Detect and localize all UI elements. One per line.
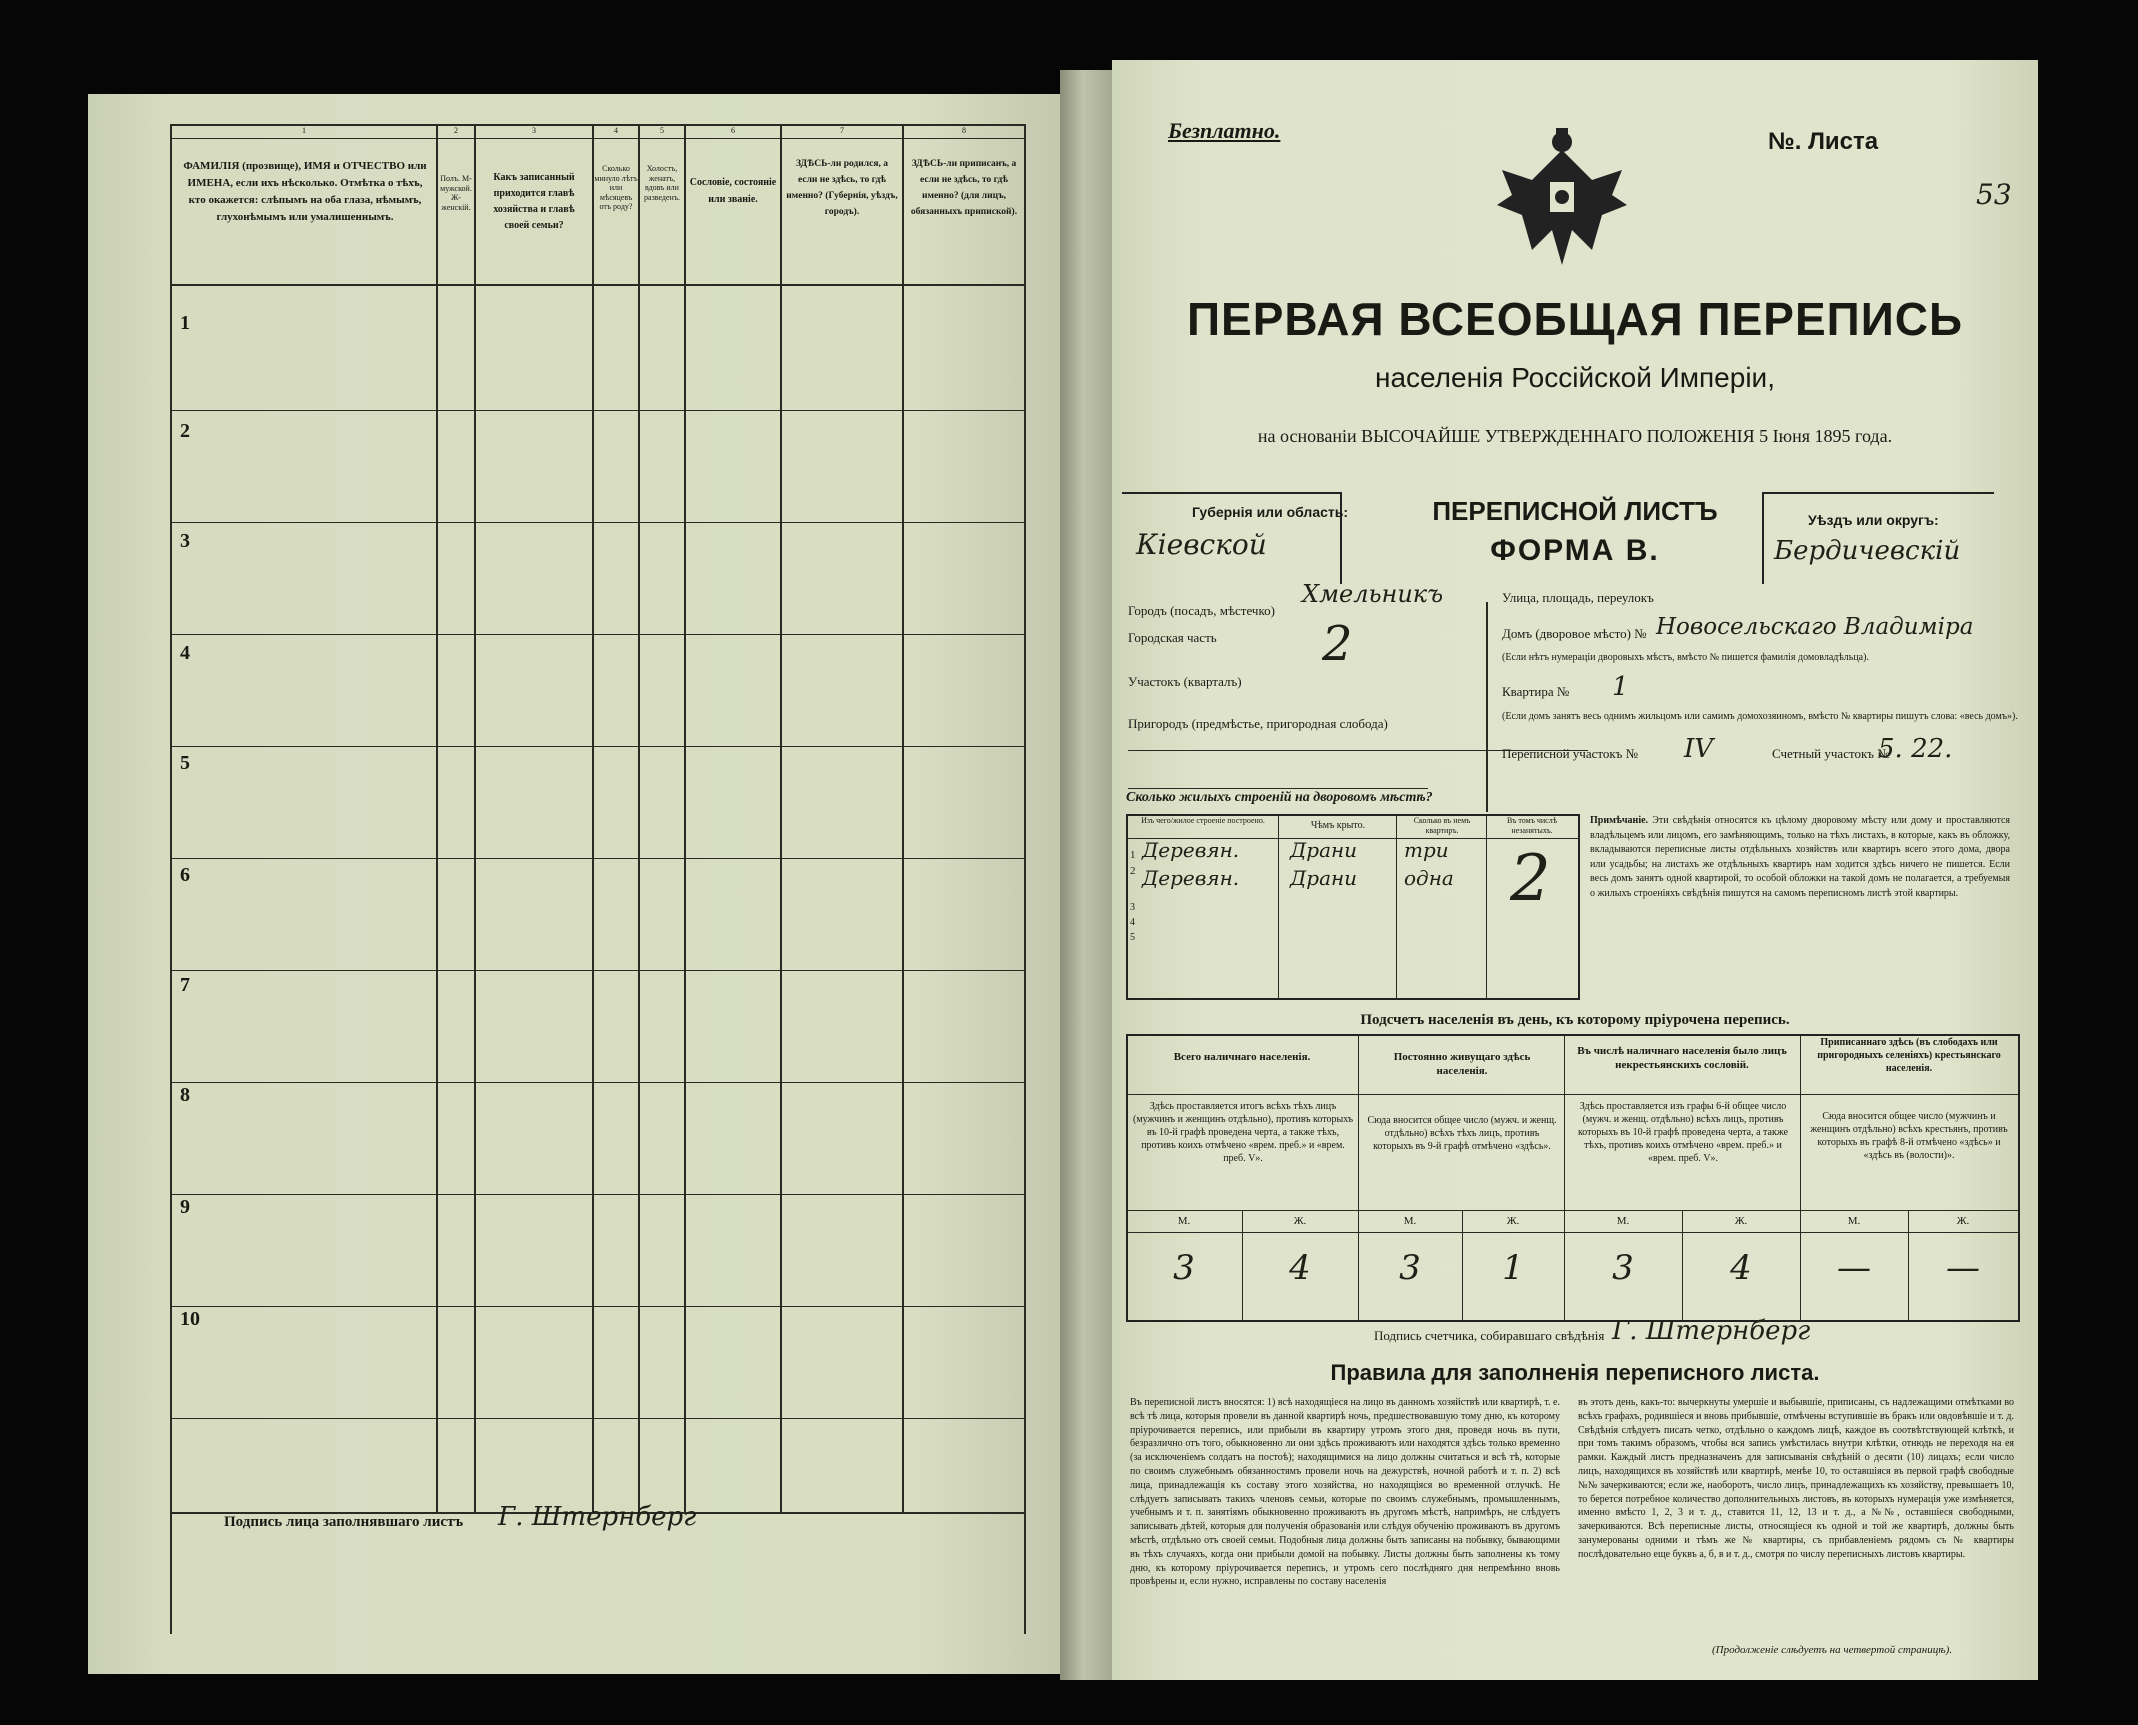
note-title: Примѣчаніе. [1590, 815, 1649, 826]
col-header-relation: Какъ записанный приходится главѣ хозяйства и главѣ своей семьи? [493, 172, 575, 231]
row-number-5: 5 [180, 752, 190, 774]
count-area-label: Счетный участокъ № [1772, 746, 1890, 761]
col-header-estate: Сословіе, состояніе или званіе. [689, 177, 777, 205]
signature: Г. Штернберг [498, 1502, 697, 1532]
gubernia-label: Губернія или область: [1192, 504, 1349, 520]
flat-label: Квартира № [1502, 684, 1570, 699]
uezd-label: Уѣздъ или округъ: [1808, 512, 1939, 528]
count-value-total-m: 3 [1173, 1248, 1195, 1288]
count-header-total: Всего наличнаго населенія. [1173, 1051, 1311, 1063]
census-area-value: IV [1684, 734, 1714, 764]
counter-signature-label: Подпись счетчика, собиравшаго свѣдѣнія [1374, 1328, 1605, 1343]
signature-label: Подпись лица заполнявшаго листъ [224, 1514, 464, 1530]
book-spine [1060, 70, 1118, 1680]
bld-row-1-roof: Драни [1290, 838, 1358, 862]
count-value-nonpeasant-f: 4 [1730, 1248, 1752, 1288]
note-block [1590, 814, 2010, 901]
city-part-value: 2 [1322, 616, 1353, 672]
gubernia-value: Кіевской [1136, 528, 1267, 561]
count-header-peasant: Приписаннаго здѣсь (въ слободахъ или пригородныхъ селеніяхъ) крестьянскаго населенія. [1817, 1037, 2001, 1074]
count-header-permanent: Постоянно живущаго здѣсь населенія. [1393, 1051, 1531, 1078]
uezd-value: Бердичевскій [1774, 536, 1961, 566]
count-mf-8: Ж. [1956, 1215, 1970, 1227]
rules-continuation: (Продолженіе слѣдуетъ на четвертой страницѣ). [1712, 1644, 1952, 1656]
rules-column-2: въ этотъ день, какъ-то: вычеркнуты умершіе и выбывшіе, приписаны, съ надлежащими отмѣтками во всѣхъ графахъ, родившіеся и вновь прибывшіе, отмѣчены вступившіе въ бракъ или овдовѣвшіе и т. д. Свѣдѣнія слѣдуетъ писать четко, отдѣльно о каждомъ лицѣ, каждое въ соотвѣтствующей клѣткѣ, и при томъ такимъ образомъ, чтобы вся запись умѣстилась внутри клѣтки, отнюдь не переходя на ея рамки. Каждый листъ предназначенъ для записыванія свѣдѣній о десяти (10) лицахъ; если число лицъ, находящихся въ хозяйствѣ или квартирѣ, менѣе 10, то оставшіяся въ первой графѣ свободные №№ зачеркиваются; если же, наоборотъ, число лицъ, принадлежащихъ къ хозяйству, превышаетъ 10, то берется потребное количество дополнительныхъ листовъ, въ которыхъ нумерація уже измѣняется, именно вмѣсто 1, 2, 3 и т. д., ставится 11, 12, 13 и т. д., а №№, оставшіеся свободными, зачеркиваются. Всѣ переписные листы, относящіеся къ одной и той же квартирѣ, должны быть занумерованы одними и тѣмъ же № квартиры, съ прибавленіемъ рядомъ съ № квартиры послѣдовательно еще буквъ а, б, в и т. д., смотря по числу переписныхъ листовъ квартиры. [1578, 1397, 2014, 1560]
col-number-2: 2 [454, 126, 458, 135]
bld-header-roof: Чѣмъ крыто. [1310, 820, 1366, 831]
census-title: ПЕРВАЯ ВСЕОБЩАЯ ПЕРЕПИСЬ [1186, 293, 1964, 345]
bld-row-1-flats: три [1404, 838, 1449, 862]
col-number-8: 8 [962, 126, 966, 135]
row-number-1: 1 [180, 312, 190, 334]
count-value-nonpeasant-m: 3 [1612, 1248, 1634, 1288]
col-number-7: 7 [840, 126, 844, 135]
count-desc-permanent: Сюда вносится общее число (мужч. и женщ. отдѣльно) всѣхъ тѣхъ лицъ, противъ которыхъ въ 9-й графѣ отмѣчено «здѣсь». [1367, 1115, 1557, 1152]
bld-row-number: 1 [1130, 849, 1136, 861]
col-header-sex: Полъ. М-мужской. Ж-женскій. [440, 174, 472, 212]
eagle-emblem-icon [1492, 120, 1632, 270]
bld-row-number: 2 [1130, 865, 1136, 877]
count-header-nonpeasant: Въ числѣ наличнаго населенія было лицъ некрестьянскихъ сословій. [1577, 1045, 1787, 1072]
counter-signature: Г. Штернберг [1612, 1316, 1811, 1346]
row-number-7: 7 [180, 974, 190, 996]
row-number-9: 9 [180, 1196, 190, 1218]
bld-row-2-roof: Драни [1290, 866, 1358, 890]
count-value-peasant-f: — [1946, 1248, 1980, 1288]
row-number-2: 2 [180, 420, 190, 442]
rules-title: Правила для заполненія переписного листа. [1330, 1360, 1820, 1385]
free-label: Безплатно. [1168, 118, 1281, 143]
rules-column-1: Въ переписной листъ вносятся: 1) всѣ находящіеся на лицо въ данномъ хозяйствѣ или квартирѣ, т. е. всѣ тѣ лица, которыя провели въ данной квартирѣ ночь, предшествовавшую тому дню, къ которому пріурочивается перепись, или прибыли въ квартиру утромъ этого дня, проведя ночь въ пути, безразлично отъ того, обыкновенно ли они здѣсь проживаютъ или находятся здѣсь только временно (за исключеніемъ солдатъ на постоѣ); находящимися на лицо должны считаться и всѣ тѣ, которые по своимъ служебнымъ обязанностямъ провели ночь на дежурствѣ, ночной работѣ и т. п. 2) всѣ лица, принадлежащія къ составу этого хозяйства, но находящіяся во временной отлучкѣ. Не слѣдуетъ записывать такихъ членовъ семьи, которые по своимъ служебнымъ, промышленнымъ, учебнымъ и т. п. занятіямъ обыкновенно проживаютъ въ другомъ мѣстѣ, напримѣръ, не слѣдуетъ записывать дѣтей, которыя для полученія образованія или слѣдуя обученію проживаютъ въ другомъ мѣстѣ, отдѣльно отъ своей семьи. Подобныя лица должны быть записаны на побывку, бывающими въ тѣхъ случаяхъ, когда они прибыли домой на побывку. Листы должны быть заполнены къ тому дню, къ которому пріурочивается перепись, и утромъ сего послѣдняго дня непремѣнно вновь провѣрены и, если нужно, исправлены по составу населенія [1130, 1397, 1560, 1588]
buildings-question: Сколько жилыхъ строеній на дворовомъ мѣстѣ? [1126, 790, 1433, 805]
census-basis: на основаніи ВЫСОЧАЙШЕ УТВЕРЖДЕННАГО ПОЛОЖЕНІЯ 5 Іюня 1895 года. [1257, 426, 1893, 446]
count-title: Подсчетъ населенія въ день, къ которому пріурочена перепись. [1360, 1012, 1790, 1028]
col-header-birthplace: ЗДѢСЬ-ли родился, а если не здѣсь, то гдѣ именно? (Губернія, уѣздъ, городъ). [786, 159, 898, 218]
city-part-label: Городская часть [1128, 630, 1217, 645]
count-desc-total: Здѣсь проставляется итогъ всѣхъ тѣхъ лицъ (мужчинъ и женщинъ отдѣльно), противъ которыхъ въ 10-й графѣ проведена черта, а также тѣхъ, противъ коихъ отмѣчено «врем. преб.» и «врем. преб. V». [1133, 1101, 1353, 1164]
row-number-10: 10 [180, 1308, 200, 1330]
col-number-4: 4 [614, 126, 618, 135]
bld-row-number: 5 [1130, 932, 1135, 943]
form-subtitle: ФОРМА В. [1490, 534, 1660, 567]
col-header-age: Сколько минуло лѣтъ или мѣсяцевъ отъ роду? [594, 164, 638, 212]
house-note: (Если нѣтъ нумераціи дворовыхъ мѣстъ, вмѣсто № пишется фамилія домовладѣльца). [1502, 652, 1869, 663]
count-mf-2: Ж. [1293, 1215, 1307, 1227]
count-value-permanent-m: 3 [1399, 1248, 1421, 1288]
left-page [88, 94, 1060, 1674]
count-mf-1: М. [1177, 1215, 1191, 1227]
col-header-marital: Холостъ, женатъ, вдовъ или разведенъ. [644, 164, 680, 202]
count-mf-6: Ж. [1734, 1215, 1748, 1227]
bld-header-material: Изъ чего/жилое строеніе построено. [1141, 816, 1265, 825]
bld-row-number: 3 [1130, 902, 1135, 913]
row-number-8: 8 [180, 1084, 190, 1106]
count-mf-3: М. [1403, 1215, 1417, 1227]
flat-note: (Если домъ занятъ весь однимъ жильцомъ или самимъ домохозяиномъ, вмѣсто № квартиры пишутъ слова: «весь домъ»). [1502, 711, 2018, 722]
flat-value: 1 [1612, 672, 1629, 702]
house-value: Новосельскаго Владиміра [1656, 614, 1974, 640]
house-label: Домъ (дворовое мѣсто) № [1502, 626, 1647, 641]
suburb-label: Пригородъ (предмѣстье, пригородная слобода) [1128, 716, 1388, 731]
bld-header-vacant: Въ томъ числѣ незанятыхъ. [1506, 816, 1558, 835]
col-number-6: 6 [731, 126, 735, 135]
note-text: Эти свѣдѣнія относятся къ цѣлому дворовому мѣсту или дому и проставляются владѣльцемъ или лицомъ, его замѣняющимъ, только на тѣхъ листахъ, в которые, какъ въ обложку, вкладываются переписные листы отдѣльныхъ хозяйствъ или квартиръ всего этого дома, двора или усадьбы; на листахъ же отдѣльныхъ квартиръ нам ходится здѣсь ничего не пишется. Если весь домъ занятъ одной квартирой, то особой обложки на такой домъ не полагается, а требуемыя о жилыхъ строеніяхъ свѣдѣнія пишутся на самомъ переписномъ листѣ этой квартиры. [1590, 815, 2011, 899]
bld-vacant-value: 2 [1510, 842, 1551, 916]
col-number-3: 3 [532, 126, 536, 135]
count-value-peasant-m: — [1837, 1248, 1871, 1288]
count-value-total-f: 4 [1289, 1248, 1311, 1288]
row-number-6: 6 [180, 864, 190, 886]
col-number-1: 1 [302, 126, 306, 135]
col-header-name: ФАМИЛІЯ (прозвище), ИМЯ и ОТЧЕСТВО или ИМЕНА, если ихъ нѣсколько. Отмѣтка о тѣхъ, кто окажется: слѣпымъ на оба глаза, нѣмымъ, глухонѣмымъ или умалишеннымъ. [183, 160, 427, 224]
count-mf-7: М. [1847, 1215, 1861, 1227]
district-label: Участокъ (кварталъ) [1128, 674, 1242, 689]
census-subtitle: населенія Россійской Имперіи, [1375, 362, 1775, 393]
sheet-number-label: №. Листа [1768, 128, 1879, 155]
count-mf-5: М. [1616, 1215, 1630, 1227]
bld-row-2-material: Деревян. [1142, 866, 1240, 890]
census-area-label: Переписной участокъ № [1502, 746, 1639, 761]
row-number-3: 3 [180, 530, 190, 552]
count-desc-peasant: Сюда вносится общее число (мужчинъ и женщинъ отдѣльно) всѣхъ крестьянъ, противъ которыхъ въ графѣ 8-й отмѣчено «здѣсь» и «здѣсь въ (волости)». [1810, 1111, 2008, 1161]
row-number-4: 4 [180, 642, 190, 664]
col-header-registration: ЗДѢСЬ-ли приписанъ, а если не здѣсь, то гдѣ именно? (для лицъ, обязанныхъ припиской). [910, 159, 1018, 218]
count-area-value: 5. 22. [1878, 734, 1953, 764]
bld-header-flats: Сколько въ немъ квартиръ. [1413, 816, 1471, 835]
count-value-permanent-f: 1 [1502, 1248, 1524, 1288]
col-number-5: 5 [660, 126, 664, 135]
form-title: ПЕРЕПИСНОЙ ЛИСТЪ [1432, 496, 1718, 526]
sheet-number-value: 53 [1976, 178, 2012, 211]
count-mf-4: Ж. [1506, 1215, 1520, 1227]
bld-row-number: 4 [1130, 917, 1135, 928]
street-label: Улица, площадь, переулокъ [1502, 590, 1654, 605]
bld-row-1-material: Деревян. [1142, 838, 1240, 862]
right-page [1112, 60, 2038, 1680]
city-value: Хмельникъ [1302, 580, 1444, 608]
bld-row-2-flats: одна [1404, 866, 1454, 890]
city-label: Городъ (посадъ, мѣстечко) [1128, 603, 1275, 618]
count-desc-nonpeasant: Здѣсь проставляется изъ графы 6-й общее число (мужч. и женщ. отдѣльно) всѣхъ лицъ, противъ которыхъ въ 10-й графѣ проведена черта, а также тѣхъ, противъ коихъ отмѣчено «врем. преб.» и «врем. преб. V». [1577, 1101, 1789, 1164]
